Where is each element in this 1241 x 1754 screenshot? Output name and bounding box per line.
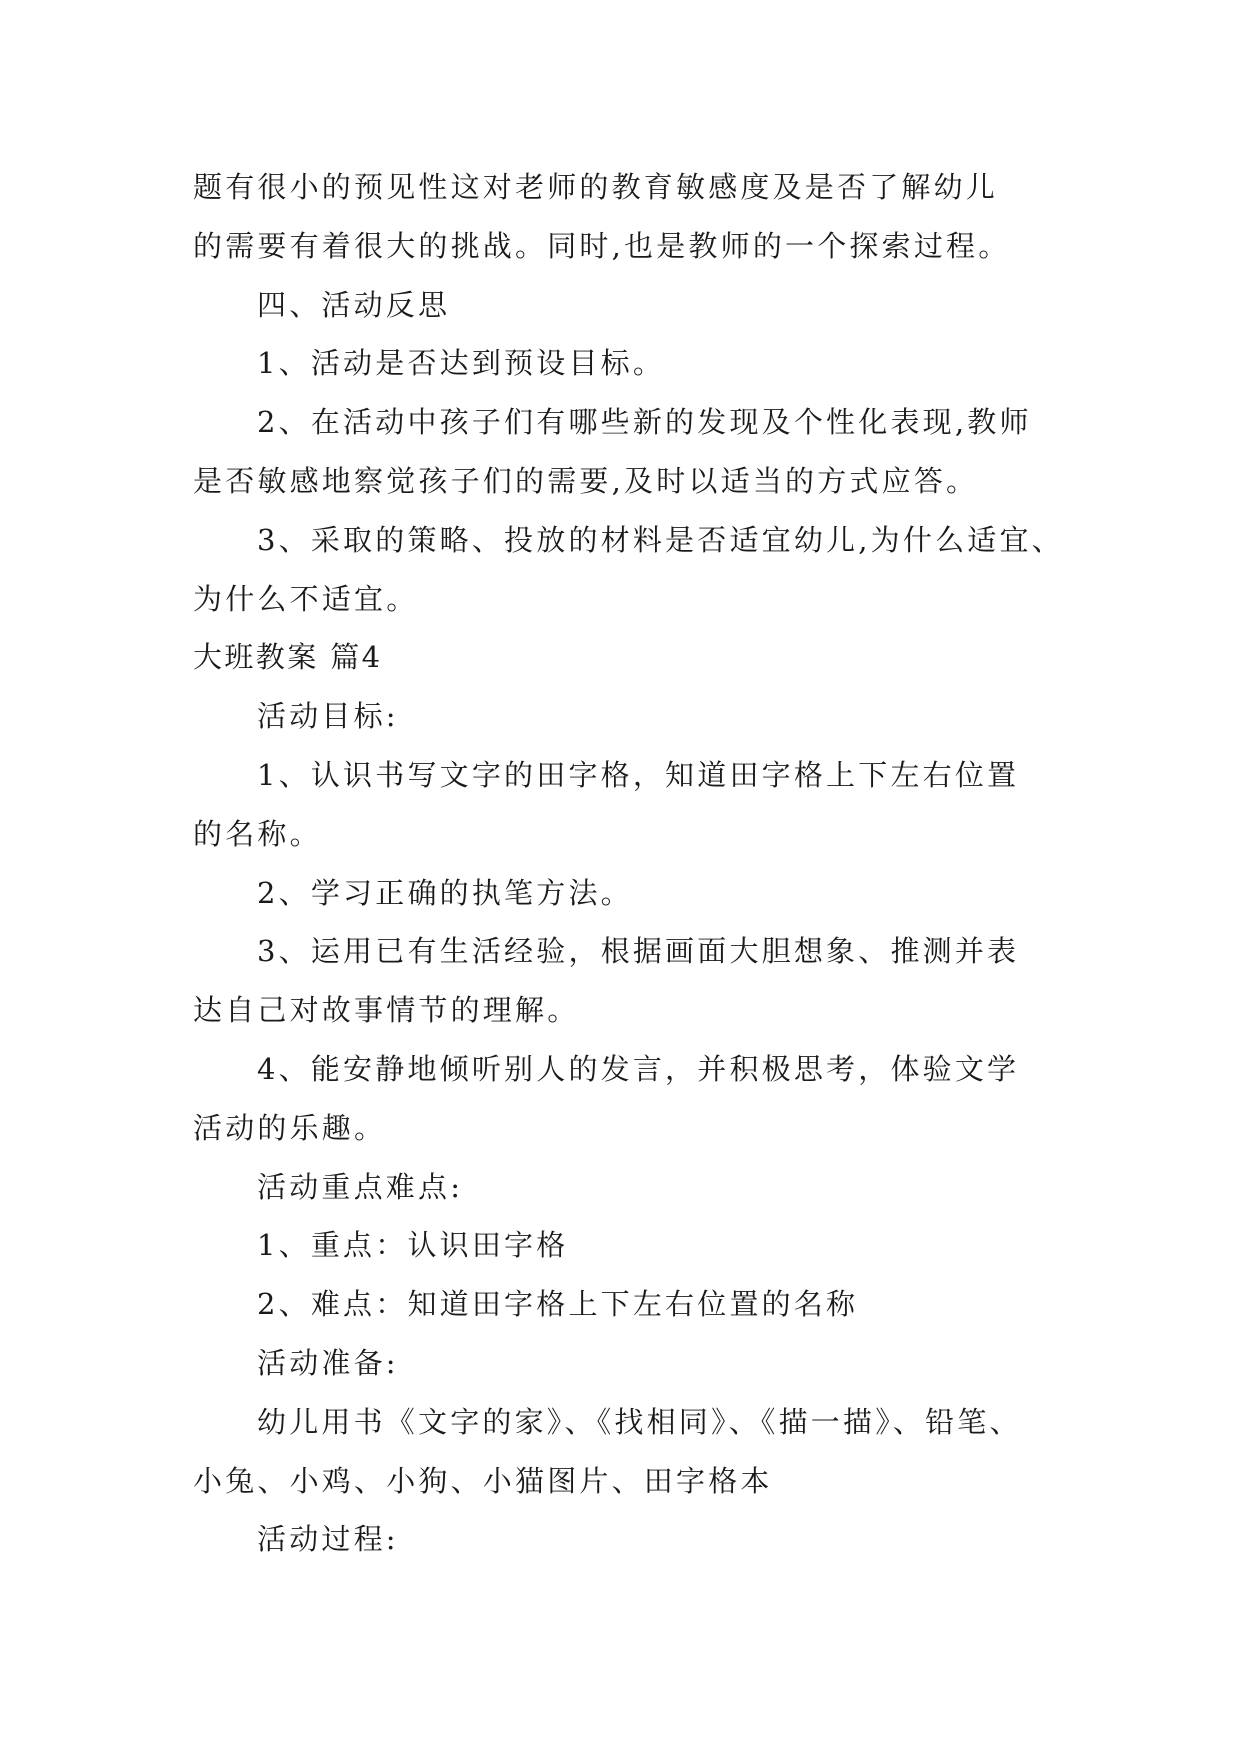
section-heading: 活动过程:	[257, 1522, 399, 1557]
paragraph-line: 幼儿用书《文字的家》、《找相同》、《描一描》、铅笔、	[257, 1404, 1022, 1439]
list-item: 2、在活动中孩子们有哪些新的发现及个性化表现,教师	[257, 405, 1032, 440]
section-heading: 活动准备:	[257, 1345, 399, 1380]
paragraph-line: 题有很小的预见性这对老师的教育敏感度及是否了解幼儿	[193, 170, 999, 204]
document-body	[193, 158, 1064, 1569]
section-heading: 四、活动反思	[257, 287, 451, 322]
paragraph-line: 的名称。	[193, 816, 322, 851]
list-item: 2、学习正确的执笔方法。	[257, 875, 633, 910]
section-heading: 活动目标:	[257, 699, 399, 734]
paragraph-line: 是否敏感地察觉孩子们的需要,及时以适当的方式应答。	[193, 463, 979, 498]
list-item: 3、运用已有生活经验，根据画面大胆想象、推测并表	[257, 934, 1020, 969]
list-item: 3、采取的策略、投放的材料是否适宜幼儿,为什么适宜、	[257, 522, 1064, 557]
section-heading: 活动重点难点:	[257, 1169, 464, 1204]
list-item: 1、认识书写文字的田字格，知道田字格上下左右位置	[257, 757, 1020, 792]
paragraph-line: 活动的乐趣。	[193, 1110, 387, 1145]
list-item: 2、难点：知道田字格上下左右位置的名称	[257, 1287, 859, 1322]
paragraph-line: 的需要有着很大的挑战。同时,也是教师的一个探索过程。	[193, 228, 1011, 263]
paragraph-line: 为什么不适宜。	[193, 581, 419, 616]
document-title: 大班教案 篇4	[193, 640, 383, 675]
list-item: 1、活动是否达到预设目标。	[257, 346, 666, 381]
list-item: 4、能安静地倾听别人的发言，并积极思考，体验文学	[257, 1051, 1020, 1086]
paragraph-line: 达自己对故事情节的理解。	[193, 993, 580, 1028]
paragraph-line: 小兔、小鸡、小狗、小猫图片、田字格本	[193, 1463, 773, 1498]
list-item: 1、重点：认识田字格	[257, 1228, 569, 1263]
